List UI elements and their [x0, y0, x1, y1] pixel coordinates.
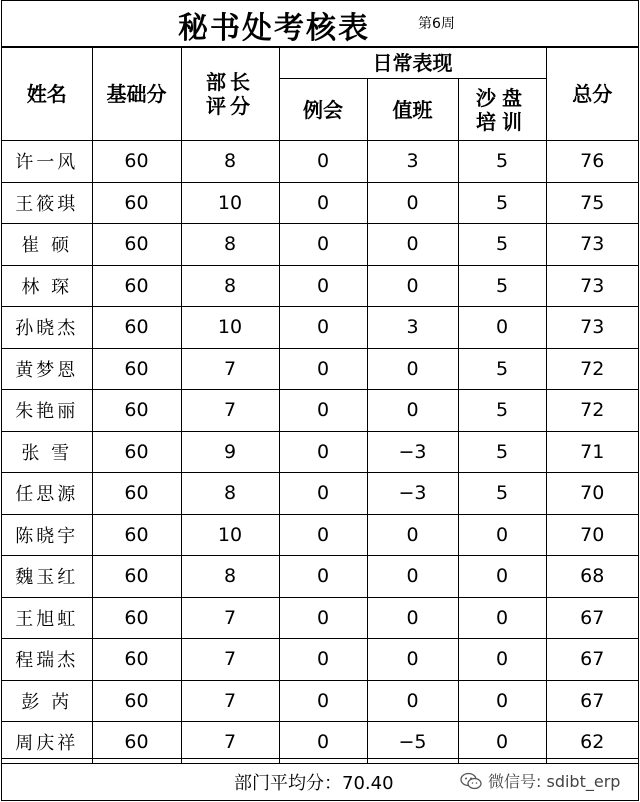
cell-name: 林 琛 — [2, 265, 92, 307]
cell-minister: 10 — [181, 307, 279, 349]
cell-base: 60 — [92, 722, 181, 764]
cell-name: 朱艳丽 — [2, 390, 92, 432]
cell-minister: 7 — [181, 390, 279, 432]
cell-base: 60 — [92, 431, 181, 473]
cell-duty: 0 — [367, 265, 458, 307]
cell-minister: 7 — [181, 680, 279, 722]
cell-base: 60 — [92, 348, 181, 390]
cell-base: 60 — [92, 514, 181, 556]
cell-meeting: 0 — [279, 639, 367, 681]
cell-total: 72 — [546, 348, 638, 390]
cell-name: 彭 芮 — [2, 680, 92, 722]
table-row — [2, 722, 638, 764]
cell-total: 67 — [546, 680, 638, 722]
cell-duty: 0 — [367, 514, 458, 556]
table-row — [2, 473, 638, 515]
cell-meeting: 0 — [279, 265, 367, 307]
cell-name: 陈晓宇 — [2, 514, 92, 556]
cell-total: 62 — [546, 722, 638, 764]
cell-meeting: 0 — [279, 514, 367, 556]
cell-base: 60 — [92, 473, 181, 515]
cell-minister: 9 — [181, 431, 279, 473]
cell-meeting: 0 — [279, 722, 367, 764]
cell-base: 60 — [92, 265, 181, 307]
footer-row — [2, 758, 638, 800]
cell-name: 崔 硕 — [2, 224, 92, 266]
cell-meeting: 0 — [279, 348, 367, 390]
cell-total: 70 — [546, 473, 638, 515]
cell-total: 67 — [546, 597, 638, 639]
cell-name: 王旭虹 — [2, 597, 92, 639]
title-row — [2, 1, 638, 47]
cell-duty: 0 — [367, 390, 458, 432]
table-row — [2, 348, 638, 390]
department-average: 部门平均分：70.40 — [234, 773, 394, 794]
cell-meeting: 0 — [279, 597, 367, 639]
cell-minister: 8 — [181, 224, 279, 266]
cell-minister: 10 — [181, 182, 279, 224]
cell-name: 张 雪 — [2, 431, 92, 473]
cell-training: 5 — [458, 224, 546, 266]
col-header-total: 总分 — [546, 48, 638, 141]
table-row — [2, 182, 638, 224]
cell-minister: 8 — [181, 473, 279, 515]
cell-training: 0 — [458, 514, 546, 556]
table-row — [2, 514, 638, 556]
cell-total: 70 — [546, 514, 638, 556]
wechat-icon — [460, 772, 482, 790]
col-header-duty: 值班 — [367, 79, 458, 141]
cell-base: 60 — [92, 680, 181, 722]
cell-minister: 7 — [181, 639, 279, 681]
cell-duty: 0 — [367, 556, 458, 598]
cell-training: 0 — [458, 307, 546, 349]
col-header-training: 沙盘 培训 — [458, 79, 546, 141]
table-row — [2, 224, 638, 266]
cell-meeting: 0 — [279, 556, 367, 598]
cell-total: 73 — [546, 265, 638, 307]
cell-duty: 0 — [367, 182, 458, 224]
cell-meeting: 0 — [279, 473, 367, 515]
cell-name: 孙晓杰 — [2, 307, 92, 349]
cell-meeting: 0 — [279, 182, 367, 224]
cell-training: 0 — [458, 597, 546, 639]
cell-duty: 0 — [367, 224, 458, 266]
col-header-base: 基础分 — [92, 48, 181, 141]
watermark-text: 微信号: sdibt_erp — [488, 772, 621, 791]
table-row — [2, 307, 638, 349]
cell-base: 60 — [92, 390, 181, 432]
watermark — [460, 769, 620, 792]
cell-duty: −5 — [367, 722, 458, 764]
col-header-meeting: 例会 — [279, 79, 367, 141]
cell-duty: 0 — [367, 639, 458, 681]
cell-total: 73 — [546, 307, 638, 349]
cell-minister: 8 — [181, 141, 279, 183]
cell-base: 60 — [92, 141, 181, 183]
cell-training: 5 — [458, 390, 546, 432]
cell-duty: 0 — [367, 597, 458, 639]
cell-total: 71 — [546, 431, 638, 473]
cell-meeting: 0 — [279, 431, 367, 473]
cell-meeting: 0 — [279, 390, 367, 432]
cell-training: 0 — [458, 722, 546, 764]
cell-training: 0 — [458, 639, 546, 681]
col-header-name: 姓名 — [2, 48, 92, 141]
cell-minister: 7 — [181, 597, 279, 639]
table-row — [2, 141, 638, 183]
cell-total: 67 — [546, 639, 638, 681]
week-label: 第6周 — [418, 16, 455, 32]
table-row — [2, 556, 638, 598]
cell-total: 68 — [546, 556, 638, 598]
cell-meeting: 0 — [279, 680, 367, 722]
cell-duty: −3 — [367, 431, 458, 473]
cell-training: 5 — [458, 265, 546, 307]
cell-meeting: 0 — [279, 224, 367, 266]
cell-meeting: 0 — [279, 307, 367, 349]
cell-total: 72 — [546, 390, 638, 432]
table-row — [2, 680, 638, 722]
table-row — [2, 431, 638, 473]
cell-name: 魏玉红 — [2, 556, 92, 598]
cell-name: 任思源 — [2, 473, 92, 515]
cell-minister: 7 — [181, 722, 279, 764]
cell-minister: 8 — [181, 556, 279, 598]
page-title: 秘书处考核表 — [178, 11, 370, 46]
table-body — [2, 141, 638, 764]
cell-training: 5 — [458, 141, 546, 183]
cell-training: 5 — [458, 348, 546, 390]
cell-training: 0 — [458, 680, 546, 722]
cell-name: 王筱琪 — [2, 182, 92, 224]
cell-name: 许一风 — [2, 141, 92, 183]
cell-name: 周庆祥 — [2, 722, 92, 764]
cell-name: 黄梦恩 — [2, 348, 92, 390]
cell-minister: 10 — [181, 514, 279, 556]
cell-duty: 0 — [367, 348, 458, 390]
table-row — [2, 390, 638, 432]
cell-duty: 3 — [367, 307, 458, 349]
cell-total: 76 — [546, 141, 638, 183]
cell-minister: 8 — [181, 265, 279, 307]
assessment-sheet — [1, 0, 639, 801]
cell-training: 5 — [458, 431, 546, 473]
cell-total: 73 — [546, 224, 638, 266]
cell-base: 60 — [92, 639, 181, 681]
cell-duty: 3 — [367, 141, 458, 183]
col-header-daily-group: 日常表现 — [279, 48, 546, 79]
cell-total: 75 — [546, 182, 638, 224]
cell-name: 程瑞杰 — [2, 639, 92, 681]
col-header-minister: 部长 评分 — [181, 48, 279, 141]
table-row — [2, 265, 638, 307]
cell-base: 60 — [92, 224, 181, 266]
cell-base: 60 — [92, 597, 181, 639]
cell-duty: 0 — [367, 680, 458, 722]
cell-training: 5 — [458, 182, 546, 224]
cell-base: 60 — [92, 182, 181, 224]
cell-base: 60 — [92, 307, 181, 349]
cell-duty: −3 — [367, 473, 458, 515]
cell-meeting: 0 — [279, 141, 367, 183]
score-table — [2, 47, 638, 764]
table-row — [2, 639, 638, 681]
table-row — [2, 597, 638, 639]
cell-training: 0 — [458, 556, 546, 598]
cell-base: 60 — [92, 556, 181, 598]
cell-minister: 7 — [181, 348, 279, 390]
cell-training: 5 — [458, 473, 546, 515]
